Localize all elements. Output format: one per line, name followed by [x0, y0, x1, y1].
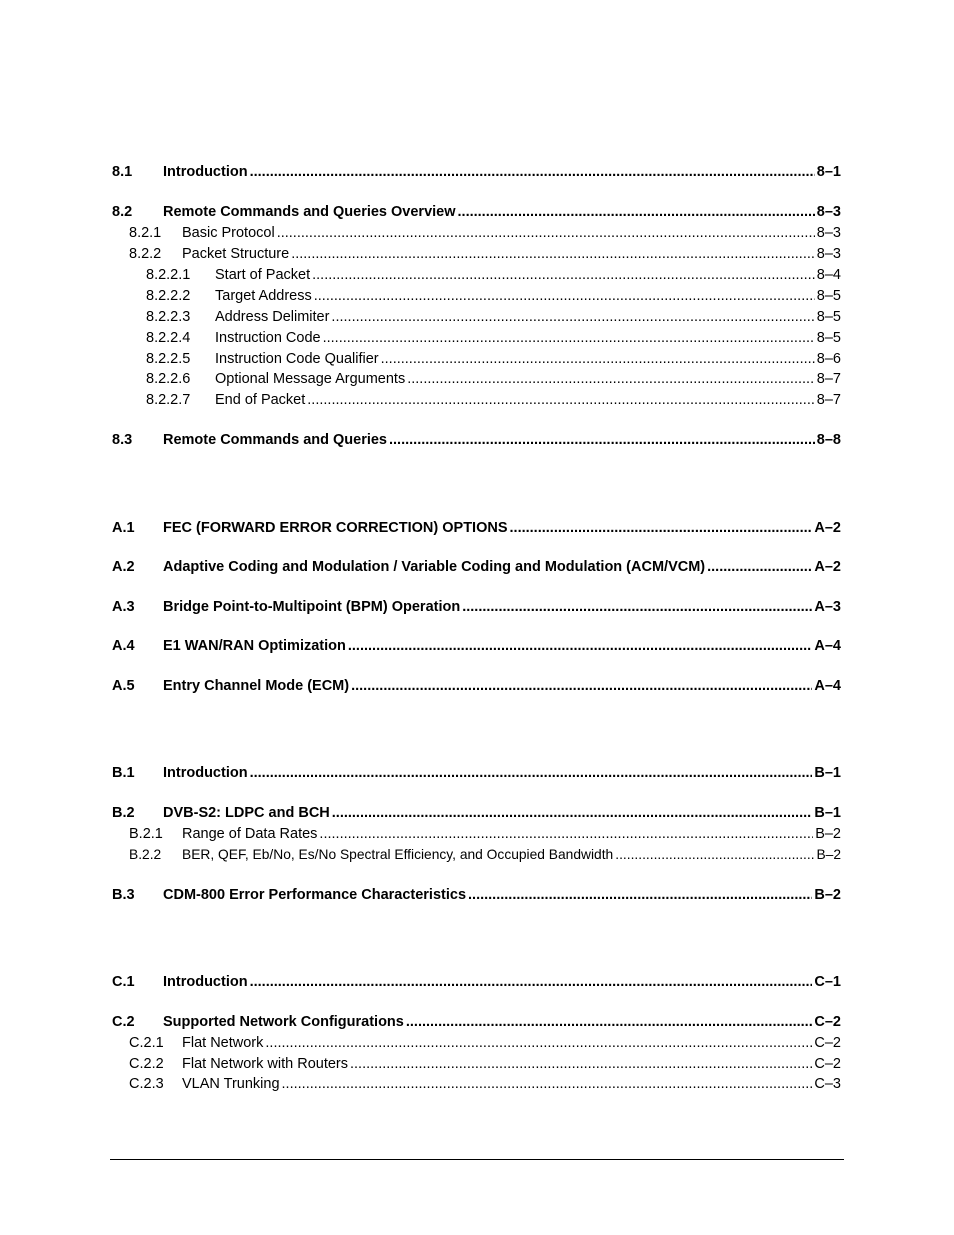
toc-title: Packet Structure: [182, 246, 290, 262]
toc-leader: [331, 308, 814, 326]
toc-leader: [265, 1034, 812, 1052]
toc-entry[interactable]: [112, 598, 841, 616]
toc-page-number: C–2: [814, 1056, 841, 1072]
toc-entry[interactable]: [112, 370, 841, 388]
toc-leader: [323, 329, 815, 347]
toc-leader: [351, 677, 812, 695]
toc-number: 8.2.2.7: [146, 392, 191, 408]
toc-entry[interactable]: [112, 266, 841, 284]
toc-leader: [462, 598, 812, 616]
toc-leader: [348, 637, 813, 655]
toc-page-number: C–3: [814, 1076, 841, 1092]
toc-title: FEC (FORWARD ERROR CORRECTION) OPTIONS: [163, 520, 508, 536]
toc-page-number: 8–1: [816, 164, 841, 180]
toc-title: Start of Packet: [215, 267, 311, 283]
toc-entry[interactable]: [112, 764, 841, 782]
toc-number: B.1: [112, 765, 135, 781]
toc-page-number: 8–3: [816, 225, 841, 241]
toc-number: A.5: [112, 678, 135, 694]
toc-entry[interactable]: [112, 287, 841, 305]
toc-title: Introduction: [163, 974, 248, 990]
toc-number: 8.2.2.3: [146, 309, 191, 325]
toc-page-number: 8–8: [816, 432, 841, 448]
toc-title: Optional Message Arguments: [215, 371, 406, 387]
toc-title: Remote Commands and Queries Overview: [163, 204, 456, 220]
toc-title: Introduction: [163, 765, 248, 781]
toc-leader: [615, 846, 814, 864]
toc-number: 8.1: [112, 164, 133, 180]
toc-title: Basic Protocol: [182, 225, 275, 241]
toc-page-number: C–2: [814, 1014, 841, 1030]
toc-number: A.3: [112, 599, 135, 615]
toc-page-number: B–1: [814, 765, 841, 781]
toc-page-number: B–2: [816, 847, 841, 862]
toc-number: C.2.3: [129, 1076, 164, 1092]
toc-page-number: A–4: [814, 638, 841, 654]
toc-entry[interactable]: [112, 1034, 841, 1052]
toc-number: A.4: [112, 638, 135, 654]
toc-title: VLAN Trunking: [182, 1076, 280, 1092]
toc-leader: [250, 163, 815, 181]
toc-leader: [510, 519, 813, 537]
toc-title: Remote Commands and Queries: [163, 432, 387, 448]
toc-entry[interactable]: [112, 519, 841, 537]
toc-entry[interactable]: [112, 1013, 841, 1031]
toc-page-number: 8–5: [816, 330, 841, 346]
toc-page-number: 8–7: [816, 392, 841, 408]
toc-title: Bridge Point-to-Multipoint (BPM) Operation: [163, 599, 461, 615]
toc-leader: [282, 1075, 813, 1093]
toc-page-number: C–2: [814, 1035, 841, 1051]
toc-title: Target Address: [215, 288, 312, 304]
toc-page-number: 8–4: [816, 267, 841, 283]
toc-entry[interactable]: [112, 431, 841, 449]
toc-title: CDM-800 Error Performance Characteristics: [163, 887, 467, 903]
toc-leader: [707, 558, 812, 576]
toc-title: BER, QEF, Eb/No, Es/No Spectral Efficiency, and Occupied Bandwidth: [182, 847, 614, 862]
toc-entry[interactable]: [112, 846, 841, 864]
toc-number: C.2.1: [129, 1035, 164, 1051]
toc-page-number: 8–3: [816, 204, 841, 220]
toc-leader: [312, 266, 815, 284]
toc-title: Adaptive Coding and Modulation / Variable Coding and Modulation (ACM/VCM): [163, 559, 706, 575]
toc-number: B.3: [112, 887, 135, 903]
toc-entry[interactable]: [112, 558, 841, 576]
toc-leader: [314, 287, 815, 305]
toc-number: C.1: [112, 974, 135, 990]
toc-entry[interactable]: [112, 1055, 841, 1073]
toc-leader: [307, 391, 815, 409]
toc-title: Introduction: [163, 164, 248, 180]
toc-leader: [458, 203, 815, 221]
toc-entry[interactable]: [112, 224, 841, 242]
toc-page-number: B–2: [814, 887, 841, 903]
toc-entry[interactable]: [112, 391, 841, 409]
toc-title: Instruction Code: [215, 330, 321, 346]
toc-entry[interactable]: [112, 973, 841, 991]
toc-title: Flat Network: [182, 1035, 264, 1051]
toc-leader: [319, 825, 813, 843]
toc-leader: [250, 764, 813, 782]
toc-entry[interactable]: [112, 245, 841, 263]
toc-number: 8.2.2: [129, 246, 162, 262]
toc-entry[interactable]: [112, 308, 841, 326]
toc-page-number: B–1: [814, 805, 841, 821]
toc-number: 8.2.2.5: [146, 351, 191, 367]
toc-leader: [332, 804, 813, 822]
toc-page-number: 8–3: [816, 246, 841, 262]
toc-number: B.2.1: [129, 826, 163, 842]
toc-number: B.2: [112, 805, 135, 821]
toc-entry[interactable]: [112, 677, 841, 695]
toc-leader: [389, 431, 815, 449]
toc-leader: [407, 370, 815, 388]
toc-entry[interactable]: [112, 329, 841, 347]
toc-page-number: 8–7: [816, 371, 841, 387]
toc-title: E1 WAN/RAN Optimization: [163, 638, 346, 654]
toc-number: A.1: [112, 520, 135, 536]
toc-page-number: 8–6: [816, 351, 841, 367]
toc-page-number: A–2: [814, 520, 841, 536]
toc-entry[interactable]: [112, 804, 841, 822]
toc-title: Address Delimiter: [215, 309, 330, 325]
toc-page-number: 8–5: [816, 288, 841, 304]
toc-entry[interactable]: [112, 350, 841, 368]
toc-leader: [468, 886, 812, 904]
toc-entry[interactable]: [112, 1075, 841, 1093]
toc-page-number: B–2: [815, 826, 841, 842]
toc-page-number: A–4: [814, 678, 841, 694]
toc-number: C.2.2: [129, 1056, 164, 1072]
toc-leader: [381, 350, 815, 368]
toc-number: 8.2.2.6: [146, 371, 191, 387]
toc-page-number: A–2: [814, 559, 841, 575]
toc-page-number: A–3: [814, 599, 841, 615]
footer-rule: [110, 1159, 844, 1160]
toc-number: 8.2: [112, 204, 133, 220]
toc-number: 8.2.2.1: [146, 267, 191, 283]
toc-page-number: 8–5: [816, 309, 841, 325]
toc-entry[interactable]: [112, 825, 841, 843]
toc-title: Supported Network Configurations: [163, 1014, 404, 1030]
toc-entry[interactable]: [112, 637, 841, 655]
toc-title: End of Packet: [215, 392, 306, 408]
toc-number: 8.2.2.2: [146, 288, 191, 304]
toc-entry[interactable]: [112, 203, 841, 221]
toc-entry[interactable]: [112, 163, 841, 181]
toc-leader: [250, 973, 813, 991]
toc-leader: [291, 245, 815, 263]
toc-leader: [350, 1055, 812, 1073]
toc-leader: [277, 224, 815, 242]
toc-number: C.2: [112, 1014, 135, 1030]
toc-entry[interactable]: [112, 886, 841, 904]
toc-title: Range of Data Rates: [182, 826, 318, 842]
toc-title: DVB-S2: LDPC and BCH: [163, 805, 330, 821]
toc-number: 8.3: [112, 432, 133, 448]
toc-number: B.2.2: [129, 847, 162, 862]
toc-title: Flat Network with Routers: [182, 1056, 348, 1072]
toc-leader: [406, 1013, 813, 1031]
toc-title: Instruction Code Qualifier: [215, 351, 379, 367]
toc-title: Entry Channel Mode (ECM): [163, 678, 350, 694]
toc-number: 8.2.2.4: [146, 330, 191, 346]
toc-number: A.2: [112, 559, 135, 575]
toc-page-number: C–1: [814, 974, 841, 990]
toc-number: 8.2.1: [129, 225, 162, 241]
